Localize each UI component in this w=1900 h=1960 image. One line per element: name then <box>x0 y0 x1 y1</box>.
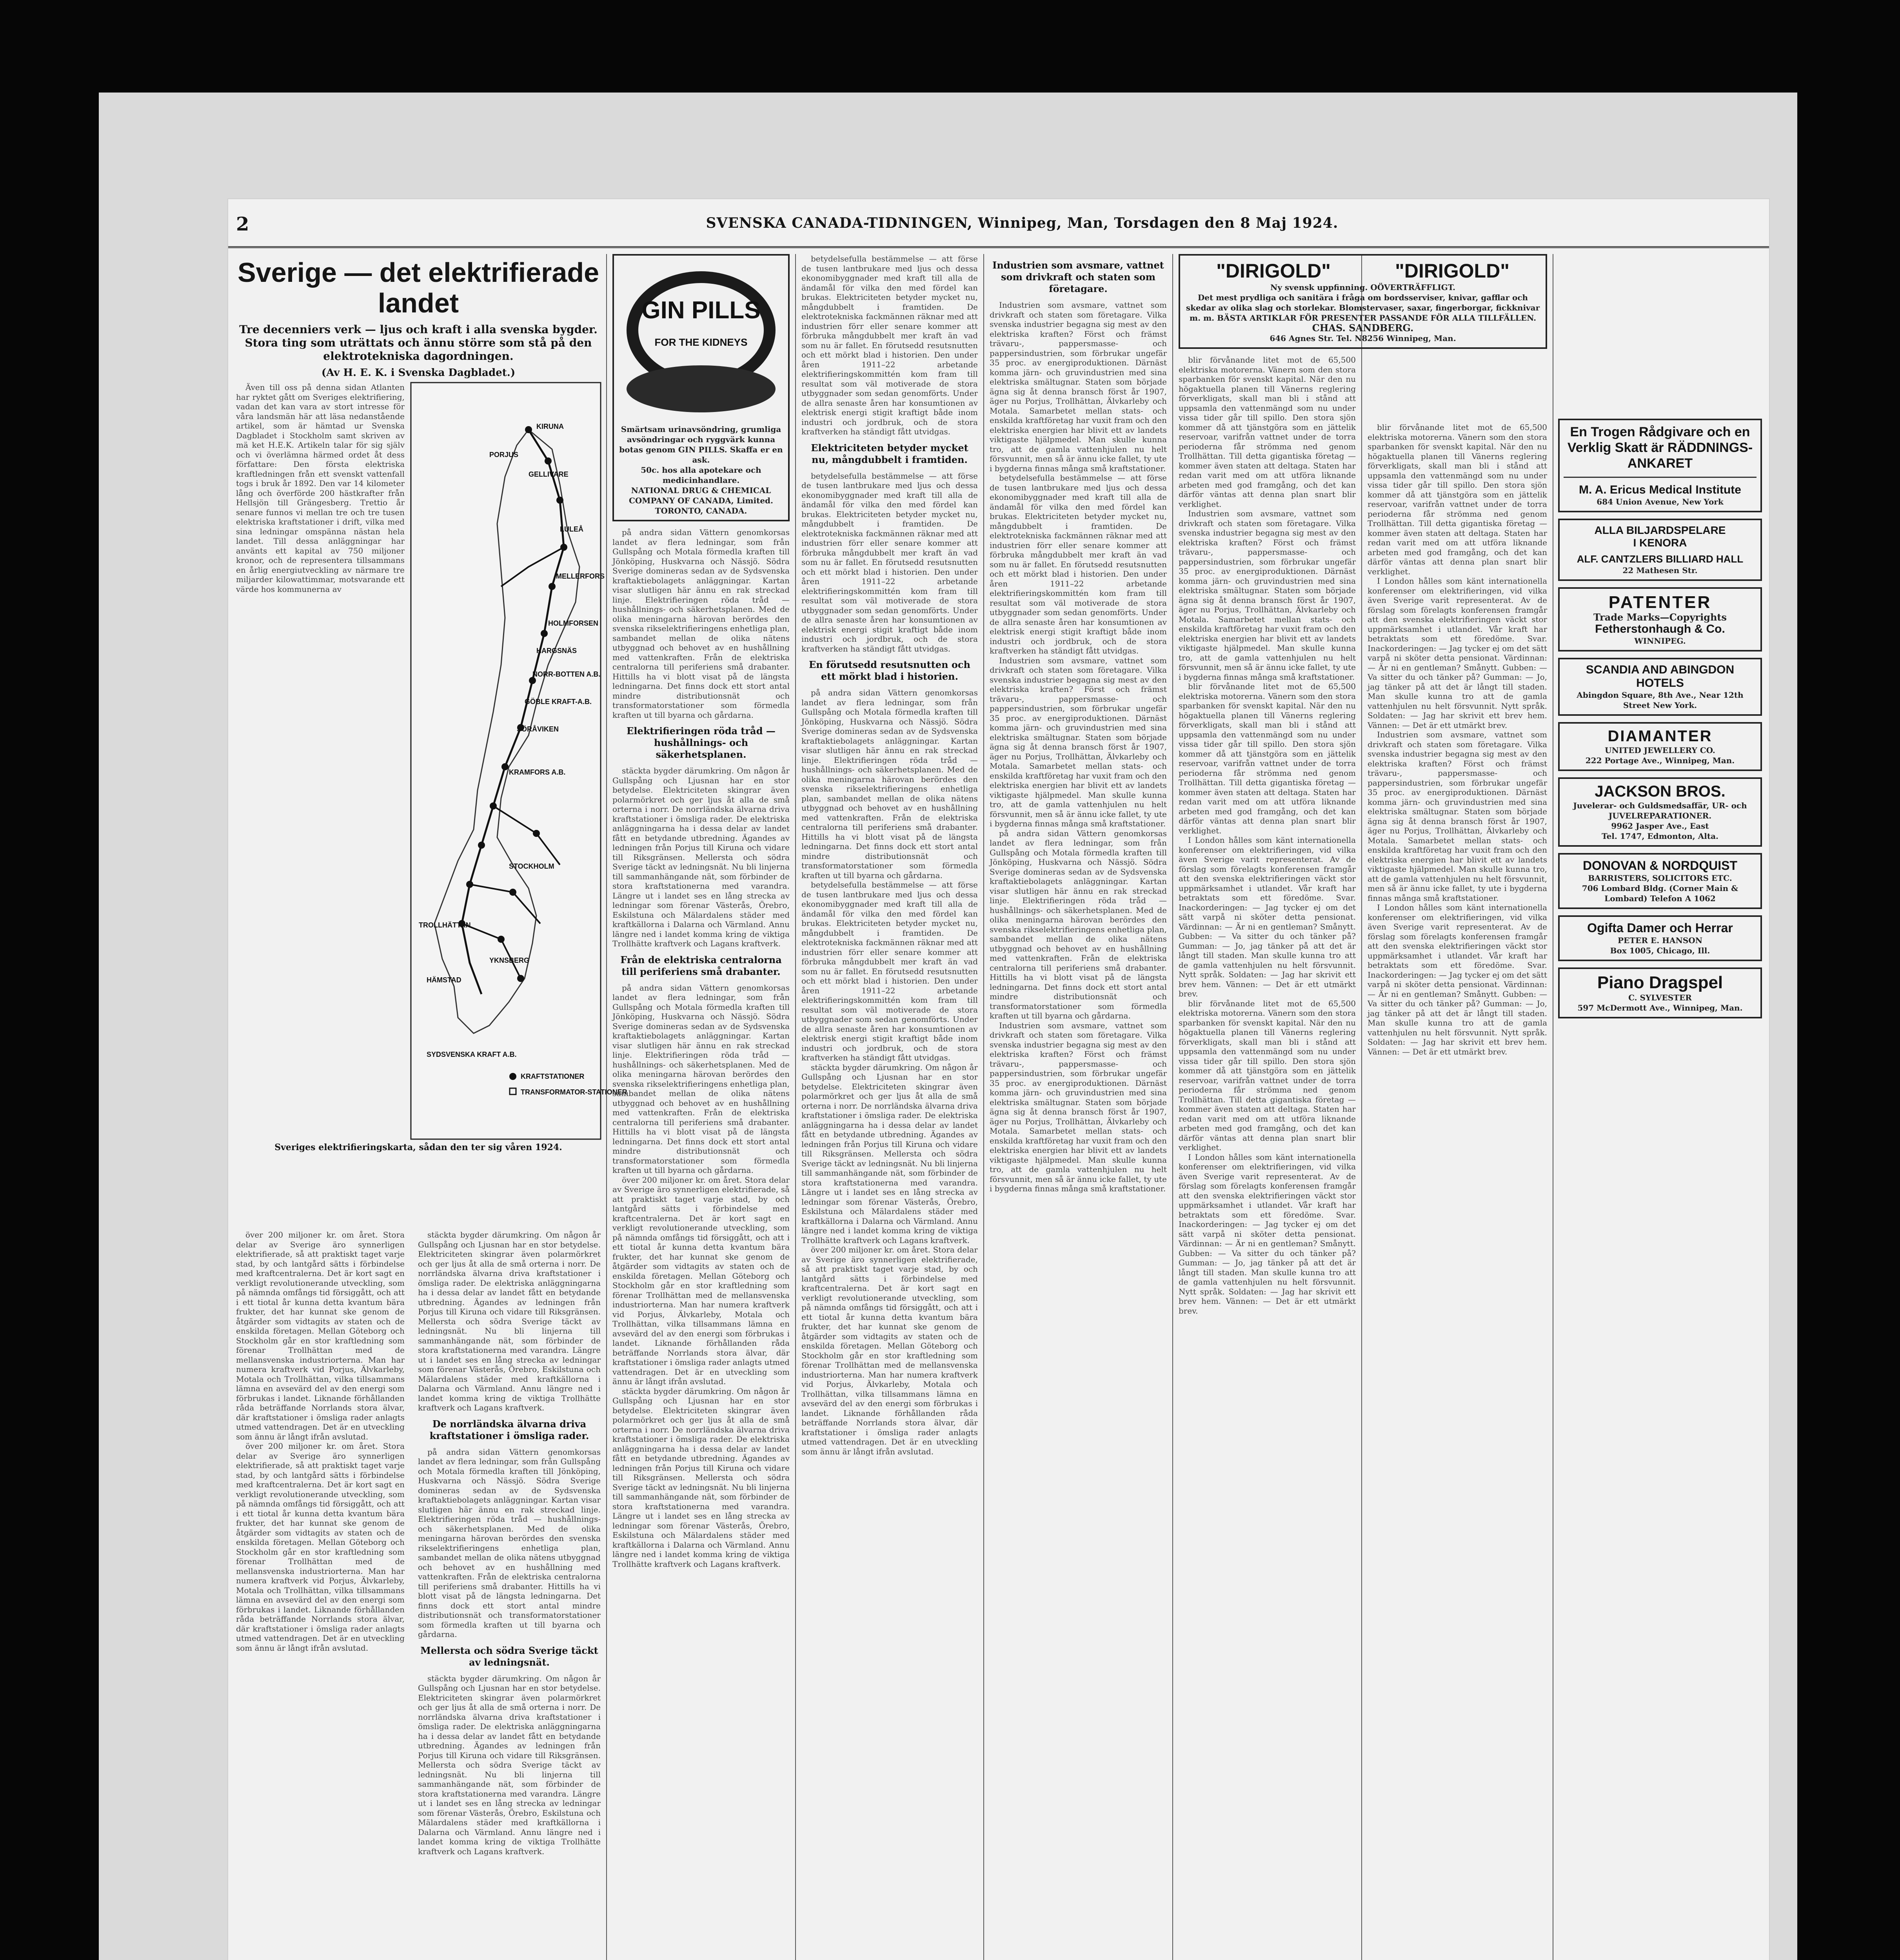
article-text-col8c: Industrien som avsmare, vattnet som drivkraft och staten som företagare. Vilka svenska industrier begagna sig mest av den elektriska kraften? Först och främst trävaru-, pappersmasse- och pappersindustrien, som förbrukar ungefär 35 proc. av energiproduktionen. Därnäst komma järn- och gruvindustrien med sina elektriska smältugnar. Staten som började ägna sig åt denna bransch först år 1907, äger nu Porjus, Trollhättan, Älvkarleby och Motala. Samarbetet mellan stats- och enskilda kraftföretag har vuxit fram och den elektriska energien har blivit ett av landets viktigaste hjälpmedel. Man skulle kunna tro, att de gamla vattenhjulen nu helt försvunnit, men så är ännu icke fallet, ty ute i bygderna finnas många små kraftstationer. <box>1368 730 1547 903</box>
biljard-address: 22 Mathesen Str. <box>1622 566 1698 575</box>
article-col-1-lower <box>236 1230 405 1960</box>
jackson-sub: Juvelerar- och Guldsmedsaffär, UR- och JUVELREPARATIONER. <box>1573 801 1747 820</box>
article-text-col7c: blir förvånande litet mot de 65,500 elektriska motorerna. Vänern som den stora sparbanken för svenskt kapital. När den nu högaktuella planen till Vänerns reglering förverkligats, skall man bli i stånd att uppsamla den vattenmängd som nu under vissa tider går till spillo. Den stora sjön kommer då att tjänstgöra som en jättelik reservoar, varifrån vattnet under de torra perioderna får strömma ned genom Trollhättan. Till detta gigantiska företag — kommer även staten att deltaga. Staten har redan varit med om att utföra liknande arbeten med god framgång, och det kan därför väntas att denna plan snart blir verklighet. <box>1179 682 1356 835</box>
article-text-col6c: Industrien som avsmare, vattnet som drivkraft och staten som företagare. Vilka svenska industrier begagna sig mest av den elektriska kraften? Först och främst trävaru-, pappersmasse- och pappersindustrien, som förbrukar ungefär 35 proc. av energiproduktionen. Därnäst komma järn- och gruvindustrien med sina elektriska smältugnar. Staten som började ägna sig åt denna bransch först år 1907, äger nu Porjus, Trollhättan, Älvkarleby och Motala. Samarbetet mellan stats- och enskilda kraftföretag har vuxit fram och den elektriska energien har blivit ett av landets viktigaste hjälpmedel. Man skulle kunna tro, att de gamla vattenhjulen nu helt försvunnit, men så är ännu icke fallet, ty ute i bygderna finnas många små kraftstationer. <box>990 655 1167 828</box>
article-text-col8b: I London hålles som känt internationella konferenser om elektrifieringen, vid vilka även Sverige varit representerat. Av de förslag som förelagts konferensen framgår att den svenska elektrifieringen väckt stor uppmärksamhet i utlandet. Vår kraft har betraktats som ett föredöme. Svar. Inackorderingen: — Jag tycker ej om det sätt varpå ni sköter detta pensionat. Värdinnan: — Är ni en gentleman? Smånytt. Gubben: — Va sitter du och tänker på? Gumman: — Jo, jag tänker på att det är långt till staden. Man skulle kunna tro att de gamla vattenhjulen nu helt försvunnit. Nytt språk. Soldaten: — Jag har skrivit ett brev hem. Vännen: — Det är ett utmärkt brev. <box>1368 576 1547 730</box>
newspaper-page <box>227 198 1770 1960</box>
article-subhead: De norrländska älvarna driva kraftstationer i ömsliga rader. <box>429 1418 589 1441</box>
map-label: SÖRÅVIKEN <box>517 725 559 733</box>
article-text-col2b: över 200 miljoner kr. om året. Stora delar av Sverige äro synnerligen elektrifierade, så att praktiskt taget varje stad, by och lantgård sätts i förbindelse med kraftcentralerna. Det är kort sagt en verkligt revolutionerande utveckling, som på nämnda omfångs tid försiggått, och att i ett tiotal år kunna detta kvantum bära frukter, det har kunnat ske genom de åtgärder som vidtagits av staten och de enskilda företagen. Mellan Göteborg och Stockholm går en stor kraftledning som förenar Trollhättan med de mellansvenska industriorterna. Man har numera kraftverk vid Porjus, Älvkarleby, Motala och Trollhättan, vilka tillsammans lämna en avsevärd del av den energi som förbrukas i landet. Liknande förhållanden råda beträffande Norrlands stora älvar, där kraftstationer i ömsliga rader anlagts utmed vattendragen. Det är en utveckling som ännu är långt ifrån avslutad. <box>236 1441 405 1653</box>
piano-ad <box>1558 967 1762 1018</box>
piano-address: 597 McDermott Ave., Winnipeg, Man. <box>1577 1003 1743 1013</box>
gin-pills-brand: GIN PILLS <box>641 297 761 324</box>
article-lead <box>236 254 627 1152</box>
piano-headline: Piano Dragspel <box>1597 973 1723 992</box>
map-label: MELLERFORS <box>556 572 605 580</box>
biljard-line-1: ALLA BILJARDSPELARE <box>1594 524 1726 536</box>
map-label: LULEÅ <box>560 525 583 533</box>
sweden-map-figure <box>411 383 627 1139</box>
ogifta-address: Box 1005, Chicago, Ill. <box>1610 946 1710 955</box>
donovan-headline: DONOVAN & NORDQUIST <box>1582 858 1738 873</box>
article-text-col7: blir förvånande litet mot de 65,500 elektriska motorerna. Vänern som den stora sparbanken för svenskt kapital. När den nu högaktuella planen till Vänerns reglering förverkligats, skall man bli i stånd att uppsamla den vattenmängd som nu under vissa tider går till spillo. Den stora sjön kommer då att tjänstgöra som en jättelik reservoar, varifrån vattnet under de torra perioderna får strömma ned genom Trollhättan. Till detta gigantiska företag — kommer även staten att deltaga. Staten har redan varit med om att utföra liknande arbeten med god framgång, och det kan därför väntas att denna plan snart blir verklighet. <box>1179 355 1356 509</box>
ogifta-contact: PETER E. HANSON <box>1617 936 1702 945</box>
donovan-address: 706 Lombard Bldg. (Corner Main & Lombard) Telefon A 1062 <box>1582 884 1738 903</box>
dirigold-body: Det mest prydliga och sanitära i fråga om bordsserviser, knivar, gafflar och skedar av olika slag och storlekar. Blomstervaser, saxar, fingerborgar, fickknivar m. m. BÄSTA ARTIKLAR FÖR PRESENTER PASSANDE FÖR ALLA TILLFÄLLEN. <box>1186 293 1540 323</box>
article-subhead: Mellersta och södra Sverige täckt av ledningsnät. <box>420 1644 598 1668</box>
column-rule <box>606 254 607 1960</box>
biljard-ad <box>1558 519 1762 581</box>
ogifta-headline: Ogifta Damer och Herrar <box>1587 921 1733 935</box>
map-legend-transformers: TRANSFORMATOR-STATIONER <box>521 1088 627 1096</box>
map-label: STOCKHOLM <box>509 862 554 870</box>
column-rule <box>983 254 984 1960</box>
raddning-headline: En Trogen Rådgivare och en Verklig Skatt är RÄDDNINGS-ANKARET <box>1567 425 1753 471</box>
gin-pills-body: Smärtsam urinavsöndring, grumliga avsöndringar och ryggvärk kunna botas genom GIN PILLS. Skaffa er en ask. <box>619 425 783 465</box>
scandia-address: Abingdon Square, 8th Ave., Near 12th Street New York. <box>1577 690 1744 710</box>
map-legend-stations: KRAFTSTATIONER <box>521 1073 585 1080</box>
ogifta-ad <box>1558 915 1762 961</box>
map-label: YKNSBERG <box>489 956 530 964</box>
article-col-2-lower <box>418 1230 601 1960</box>
patenter-sub: Trade Marks—Copyrights <box>1593 612 1727 623</box>
article-text-col3: stäckta bygder därumkring. Om någon år Gullspång och Ljusnan har en stor betydelse. Elektriciteten skingrar även polarmörkret och ger ljus åt alla de små orterna i norr. De norrländska älvarna driva kraftstationer i ömsliga rader. De elektriska anläggningarna ha i dessa delar av landet fått en betydande utbredning. Ägandes av ledningen från Porjus till Kiruna och vidare till Riksgränsen. Mellersta och södra Sverige täckt av ledningsnät. Nu bli linjerna till sammanhängande nät, som förbinder de stora kraftstationerna med varandra. Längre ut i landet ses en lång strecka av ledningar som förenar Västerås, Örebro, Eskilstuna och Mälardalens städer med kraftkällorna i Dalarna och Värmland. Annu längre ned i landet komma kring de viktiga Trollhätte kraftverk och Lagans kraftverk. <box>418 1230 601 1412</box>
article-text-col3c: stäckta bygder därumkring. Om någon år Gullspång och Ljusnan har en stor betydelse. Elektriciteten skingrar även polarmörkret och ger ljus åt alla de små orterna i norr. De norrländska älvarna driva kraftstationer i ömsliga rader. De elektriska anläggningarna ha i dessa delar av landet fått en betydande utbredning. Ägandes av ledningen från Porjus till Kiruna och vidare till Riksgränsen. Mellersta och södra Sverige täckt av ledningsnät. Nu bli linjerna till sammanhängande nät, som förbinder de stora kraftstationerna med varandra. Längre ut i landet ses en lång strecka av ledningar som förenar Västerås, Örebro, Eskilstuna och Mälardalens städer med kraftkällorna i Dalarna och Värmland. Annu längre ned i landet komma kring de viktiga Trollhätte kraftverk och Lagans kraftverk. <box>418 1673 601 1856</box>
dirigold-contact: CHAS. SANDBERG. <box>1312 322 1414 334</box>
article-text-col4e: stäckta bygder därumkring. Om någon år Gullspång och Ljusnan har en stor betydelse. Elektriciteten skingrar även polarmörkret och ger ljus åt alla de små orterna i norr. De norrländska älvarna driva kraftstationer i ömsliga rader. De elektriska anläggningarna ha i dessa delar av landet fått en betydande utbredning. Ägandes av ledningen från Porjus till Kiruna och vidare till Riksgränsen. Mellersta och södra Sverige täckt av ledningsnät. Nu bli linjerna till sammanhängande nät, som förbinder de stora kraftstationerna med varandra. Längre ut i landet ses en lång strecka av ledningar som förenar Västerås, Örebro, Eskilstuna och Mälardalens städer med kraftkällorna i Dalarna och Värmland. Annu längre ned i landet komma kring de viktiga Trollhätte kraftverk och Lagans kraftverk. <box>612 1386 790 1569</box>
gin-pills-company: NATIONAL DRUG & CHEMICAL COMPANY OF CANADA, Limited. TORONTO, CANADA. <box>628 486 774 515</box>
diamanter-address: 222 Portage Ave., Winnipeg, Man. <box>1585 756 1735 765</box>
article-byline: (Av H. E. K. i Svenska Dagbladet.) <box>321 367 516 379</box>
map-label: TROLLHÄTTAN <box>419 921 471 929</box>
diamanter-ad <box>1558 722 1762 771</box>
dirigold-name-left: "DIRIGOLD" <box>1216 260 1331 282</box>
column-7-spacer <box>1368 254 1547 423</box>
column-rule <box>1361 254 1362 1960</box>
raddning-address: 684 Union Avenue, New York <box>1597 497 1724 506</box>
article-subhead: Industrien som avsmare, vattnet som drivkraft och staten som företagare. <box>992 260 1164 294</box>
article-subhead: Från de elektriska centralorna till periferiens små drabanter. <box>620 954 782 977</box>
gin-pills-ad <box>612 254 790 521</box>
article-subhead: En förutsedd resutsnutten och ett mörkt blad i historien. <box>809 659 970 682</box>
scandia-headline: SCANDIA AND ABINGDON HOTELS <box>1586 663 1735 690</box>
patenter-city: WINNIPEG. <box>1634 636 1686 646</box>
piano-contact: C. SYLVESTER <box>1628 993 1692 1002</box>
raddning-institute: M. A. Ericus Medical Institute <box>1579 483 1741 496</box>
biljard-name: ALF. CANTZLERS BILLIARD HALL <box>1577 553 1744 565</box>
map-label: HÄMSTAD <box>427 976 461 984</box>
map-label: KRAMFORS A.B. <box>509 768 566 776</box>
article-text-col5d: betydelsefulla bestämmelse — att förse de tusen lantbrukare med ljus och dessa ekonomibyggnader med kraft till alla de ändamål för vilka den med fördel kan brukas. Elektriciteten betyder mycket nu, mångdubbelt i framtiden. De elektrotekniska fackmännen räknar med att industrien förr eller senare kommer att förbruka mångdubbelt mer kraft än vad som nu är fallet. En förutsedd resutsnutten och ett mörkt blad i historien. Den under åren 1911–22 arbetande elektrifieringskommittén kom fram till resultat som väl motiverade de stora utbyggnader som sedan genomförts. Under de allra senaste åren har konsumtionen av elektrisk energi stigit kraftigt både inom industri och jordbruk, och de stora kraftverken ha ständigt fått utvidgas. <box>801 880 978 1062</box>
article-text-col6e: Industrien som avsmare, vattnet som drivkraft och staten som företagare. Vilka svenska industrier begagna sig mest av den elektriska kraften? Först och främst trävaru-, pappersmasse- och pappersindustrien, som förbrukar ungefär 35 proc. av energiproduktionen. Därnäst komma järn- och gruvindustrien med sina elektriska smältugnar. Staten som började ägna sig åt denna bransch först år 1907, äger nu Porjus, Trollhättan, Älvkarleby och Motala. Samarbetet mellan stats- och enskilda kraftföretag har vuxit fram och den elektriska energien har blivit ett av landets viktigaste hjälpmedel. Man skulle kunna tro, att de gamla vattenhjulen nu helt försvunnit, men så är ännu icke fallet, ty ute i bygderna finnas många små kraftstationer. <box>990 1020 1167 1193</box>
article-text-col8d: I London hålles som känt internationella konferenser om elektrifieringen, vid vilka även Sverige varit representerat. Av de förslag som förelagts konferensen framgår att den svenska elektrifieringen väckt stor uppmärksamhet i utlandet. Vår kraft har betraktats som ett föredöme. Svar. Inackorderingen: — Jag tycker ej om det sätt varpå ni sköter detta pensionat. Värdinnan: — Är ni en gentleman? Smånytt. Gubben: — Va sitter du och tänker på? Gumman: — Jo, jag tänker på att det är långt till staden. Man skulle kunna tro att de gamla vattenhjulen nu helt försvunnit. Nytt språk. Soldaten: — Jag har skrivit ett brev hem. Vännen: — Det är ett utmärkt brev. <box>1368 903 1547 1056</box>
map-label: KIRUNA <box>536 423 564 430</box>
dirigold-name-right: "DIRIGOLD" <box>1395 260 1509 282</box>
article-text-col3b: på andra sidan Vättern genomkorsas landet av flera ledningar, som från Gullspång och Motala förmedla kraften till Jönköping, Huskvarna och Nässjö. Södra Sverige domineras sedan av de Sydsvenska kraftaktiebolagets anläggningar. Kartan visar slutligen här ännu en rak streckad linje. Elektrifieringen röda tråd — hushållnings- och säkerhetsplanen. Med de olika meningarna härovan berördes den svenska rikselektrifieringens enhetliga plan, sambandet mellan de olika nätens utbyggnad och behovet av en hushållning med vattenkraften. Från de elektriska centralorna till periferiens små drabanter. Hittills ha vi blott visat på de längsta ledningarna. Det finns dock ett stort antal mindre distributionsnät och transformatorstationer som förmedla kraften ut till byarna och gårdarna. <box>418 1447 601 1639</box>
column-6 <box>1179 254 1540 1960</box>
patenter-headline: PATENTER <box>1608 593 1712 612</box>
map-caption: Sveriges elektrifieringskarta, sådan den ter sig våren 1924. <box>274 1142 562 1152</box>
article-text-col7f: I London hålles som känt internationella konferenser om elektrifieringen, vid vilka även Sverige varit representerat. Av de förslag som förelagts konferensen framgår att den svenska elektrifieringen väckt stor uppmärksamhet i utlandet. Vår kraft har betraktats som ett föredöme. Svar. Inackorderingen: — Jag tycker ej om det sätt varpå ni sköter detta pensionat. Värdinnan: — Är ni en gentleman? Smånytt. Gubben: — Va sitter du och tänker på? Gumman: — Jo, jag tänker på att det är långt till staden. Man skulle kunna tro att de gamla vattenhjulen nu helt försvunnit. Nytt språk. Soldaten: — Jag har skrivit ett brev hem. Vännen: — Det är ett utmärkt brev. <box>1179 1152 1356 1316</box>
article-text-col6b: betydelsefulla bestämmelse — att förse de tusen lantbrukare med ljus och dessa ekonomibyggnader med kraft till alla de ändamål för vilka den med fördel kan brukas. Elektriciteten betyder mycket nu, mångdubbelt i framtiden. De elektrotekniska fackmännen räknar med att industrien förr eller senare kommer att förbruka mångdubbelt mer kraft än vad som nu är fallet. En förutsedd resutsnutten och ett mörkt blad i historien. Den under åren 1911–22 arbetande elektrifieringskommittén kom fram till resultat som väl motiverade de stora utbyggnader som sedan genomförts. Under de allra senaste åren har konsumtionen av elektrisk energi stigit kraftigt både inom industri och jordbruk, och de stora kraftverken ha ständigt fått utvidgas. <box>990 473 1167 655</box>
ads-column <box>1558 419 1762 1960</box>
patenter-firm: Fetherstonhaugh & Co. <box>1595 622 1725 635</box>
column-rule <box>795 254 796 1960</box>
column-5 <box>990 254 1167 1960</box>
map-label: GELLIVARE <box>529 470 569 478</box>
article-text-col4c: på andra sidan Vättern genomkorsas landet av flera ledningar, som från Gullspång och Motala förmedla kraften till Jönköping, Huskvarna och Nässjö. Södra Sverige domineras sedan av de Sydsvenska kraftaktiebolagets anläggningar. Kartan visar slutligen här ännu en rak streckad linje. Elektrifieringen röda tråd — hushållnings- och säkerhetsplanen. Med de olika meningarna härovan berördes den svenska rikselektrifieringens enhetliga plan, sambandet mellan de olika nätens utbyggnad och behovet av en hushållning med vattenkraften. Från de elektriska centralorna till periferiens små drabanter. Hittills ha vi blott visat på de längsta ledningarna. Det finns dock ett stort antal mindre distributionsnät och transformatorstationer som förmedla kraften ut till byarna och gårdarna. <box>612 983 790 1175</box>
article-text-col7b: Industrien som avsmare, vattnet som drivkraft och staten som företagare. Vilka svenska industrier begagna sig mest av den elektriska kraften? Först och främst trävaru-, pappersmasse- och pappersindustrien, som förbrukar ungefär 35 proc. av energiproduktionen. Därnäst komma järn- och gruvindustrien med sina elektriska smältugnar. Staten som började ägna sig åt denna bransch först år 1907, äger nu Porjus, Trollhättan, Älvkarleby och Motala. Samarbetet mellan stats- och enskilda kraftföretag har vuxit fram och den elektriska energien har blivit ett av landets viktigaste hjälpmedel. Man skulle kunna tro, att de gamla vattenhjulen nu helt försvunnit, men så är ännu icke fallet, ty ute i bygderna finnas många små kraftstationer. <box>1179 509 1356 682</box>
article-text-col7d: I London hålles som känt internationella konferenser om elektrifieringen, vid vilka även Sverige varit representerat. Av de förslag som förelagts konferensen framgår att den svenska elektrifieringen väckt stor uppmärksamhet i utlandet. Vår kraft har betraktats som ett föredöme. Svar. Inackorderingen: — Jag tycker ej om det sätt varpå ni sköter detta pensionat. Värdinnan: — Är ni en gentleman? Smånytt. Gubben: — Va sitter du och tänker på? Gumman: — Jo, jag tänker på att det är långt till staden. Man skulle kunna tro att de gamla vattenhjulen nu helt försvunnit. Nytt språk. Soldaten: — Jag har skrivit ett brev hem. Vännen: — Det är ett utmärkt brev. <box>1179 835 1356 998</box>
map-label: SYDSVENSKA KRAFT A.B. <box>427 1051 517 1058</box>
article-text-col5e: stäckta bygder därumkring. Om någon år Gullspång och Ljusnan har en stor betydelse. Elektriciteten skingrar även polarmörkret och ger ljus åt alla de små orterna i norr. De norrländska älvarna driva kraftstationer i ömsliga rader. De elektriska anläggningarna ha i dessa delar av landet fått en betydande utbredning. Ägandes av ledningen från Porjus till Kiruna och vidare till Riksgränsen. Mellersta och södra Sverige täckt av ledningsnät. Nu bli linjerna till sammanhängande nät, som förbinder de stora kraftstationerna med varandra. Längre ut i landet ses en lång strecka av ledningar som förenar Västerås, Örebro, Eskilstuna och Mälardalens städer med kraftkällorna i Dalarna och Värmland. Annu längre ned i landet komma kring de viktiga Trollhätte kraftverk och Lagans kraftverk. <box>801 1062 978 1245</box>
biljard-line-2: I KENORA <box>1633 537 1687 549</box>
column-rule <box>1172 254 1173 1960</box>
article-text-col4d: över 200 miljoner kr. om året. Stora delar av Sverige äro synnerligen elektrifierade, så att praktiskt taget varje stad, by och lantgård sätts i förbindelse med kraftcentralerna. Det är kort sagt en verkligt revolutionerande utveckling, som på nämnda omfångs tid försiggått, och att i ett tiotal år kunna detta kvantum bära frukter, det har kunnat ske genom de åtgärder som vidtagits av staten och de enskilda företagen. Mellan Göteborg och Stockholm går en stor kraftledning som förenar Trollhättan med de mellansvenska industriorterna. Man har numera kraftverk vid Porjus, Älvkarleby, Motala och Trollhättan, vilka tillsammans lämna en avsevärd del av den energi som förbrukas i landet. Liknande förhållanden råda beträffande Norrlands stora älvar, där kraftstationer i ömsliga rader anlagts utmed vattendragen. Det är en utveckling som ännu är långt ifrån avslutad. <box>612 1175 790 1386</box>
gin-pills-price: 50c. hos alla apotekare och medicinhandlare. <box>641 465 761 485</box>
article-text-col6: Industrien som avsmare, vattnet som drivkraft och staten som företagare. Vilka svenska industrier begagna sig mest av den elektriska kraften? Först och främst trävaru-, pappersmasse- och pappersindustrien, som förbrukar ungefär 35 proc. av energiproduktionen. Därnäst komma järn- och gruvindustrien med sina elektriska smältugnar. Staten som började ägna sig åt denna bransch först år 1907, äger nu Porjus, Trollhättan, Älvkarleby och Motala. Samarbetet mellan stats- och enskilda kraftföretag har vuxit fram och den elektriska energien har blivit ett av landets viktigaste hjälpmedel. Man skulle kunna tro, att de gamla vattenhjulen nu helt försvunnit, men så är ännu icke fallet, ty ute i bygderna finnas många små kraftstationer. <box>990 300 1167 473</box>
diamanter-company: UNITED JEWELLERY CO. <box>1605 746 1715 755</box>
article-subhead: Elektriciteten betyder mycket nu, mångdubbelt i framtiden. <box>811 442 968 465</box>
article-text-col5c: på andra sidan Vättern genomkorsas landet av flera ledningar, som från Gullspång och Motala förmedla kraften till Jönköping, Huskvarna och Nässjö. Södra Sverige domineras sedan av de Sydsvenska kraftaktiebolagets anläggningar. Kartan visar slutligen här ännu en rak streckad linje. Elektrifieringen röda tråd — hushållnings- och säkerhetsplanen. Med de olika meningarna härovan berördes den svenska rikselektrifieringens enhetliga plan, sambandet mellan de olika nätens utbyggnad och behovet av en hushållning med vattenkraften. Från de elektriska centralorna till periferiens små drabanter. Hittills ha vi blott visat på de längsta ledningarna. Det finns dock ett stort antal mindre distributionsnät och transformatorstationer som förmedla kraften ut till byarna och gårdarna. <box>801 688 978 880</box>
masthead <box>228 199 1769 248</box>
column-4 <box>801 254 978 1960</box>
raddning-ad <box>1558 419 1762 512</box>
donovan-ad <box>1558 853 1762 909</box>
article-text-col4: på andra sidan Vättern genomkorsas landet av flera ledningar, som från Gullspång och Motala förmedla kraften till Jönköping, Huskvarna och Nässjö. Södra Sverige domineras sedan av de Sydsvenska kraftaktiebolagets anläggningar. Kartan visar slutligen här ännu en rak streckad linje. Elektrifieringen röda tråd — hushållnings- och säkerhetsplanen. Med de olika meningarna härovan berördes den svenska rikselektrifieringens enhetliga plan, sambandet mellan de olika nätens utbyggnad och behovet av en hushållning med vattenkraften. Från de elektriska centralorna till periferiens små drabanter. Hittills ha vi blott visat på de längsta ledningarna. Det finns dock ett stort antal mindre distributionsnät och transformatorstationer som förmedla kraften ut till byarna och gårdarna. <box>612 528 790 720</box>
article-deck: Tre decenniers verk — ljus och kraft i alla svenska bygder. Stora ting som uträttats och ännu större som stå på den elektrotekniska dagordningen. <box>239 323 598 363</box>
column-7 <box>1368 254 1547 1960</box>
article-text-col7e: blir förvånande litet mot de 65,500 elektriska motorerna. Vänern som den stora sparbanken för svenskt kapital. När den nu högaktuella planen till Vänerns reglering förverkligats, skall man bli i stånd att uppsamla den vattenmängd som nu under vissa tider går till spillo. Den stora sjön kommer då att tjänstgöra som en jättelik reservoar, varifrån vattnet under de torra perioderna får strömma ned genom Trollhättan. Till detta gigantiska företag — kommer även staten att deltaga. Staten har redan varit med om att utföra liknande arbeten med god framgång, och det kan därför väntas att denna plan snart blir verklighet. <box>1179 998 1356 1152</box>
article-text-col5f: över 200 miljoner kr. om året. Stora delar av Sverige äro synnerligen elektrifierade, så att praktiskt taget varje stad, by och lantgård sätts i förbindelse med kraftcentralerna. Det är kort sagt en verkligt revolutionerande utveckling, som på nämnda omfångs tid försiggått, och att i ett tiotal år kunna detta kvantum bära frukter, det har kunnat ske genom de åtgärder som vidtagits av staten och de enskilda företagen. Mellan Göteborg och Stockholm går en stor kraftledning som förenar Trollhättan med de mellansvenska industriorterna. Man har numera kraftverk vid Porjus, Älvkarleby, Motala och Trollhättan, vilka tillsammans lämna en avsevärd del av den energi som förbrukas i landet. Liknande förhållanden råda beträffande Norrlands stora älvar, där kraftstationer i ömsliga rader anlagts utmed vattendragen. Det är en utveckling som ännu är långt ifrån avslutad. <box>801 1245 978 1456</box>
map-label: NORR-BOTTEN A.B. <box>532 670 601 678</box>
donovan-sub: BARRISTERS, SOLICITORS ETC. <box>1588 873 1732 883</box>
gin-pills-box-image <box>618 260 784 424</box>
article-headline: Sverige — det elektrifierade landet <box>237 257 599 318</box>
patenter-ad <box>1558 587 1762 652</box>
map-label: PORJUS <box>489 451 519 459</box>
dirigold-tag: Ny svensk uppfinning. OÖVERTRÄFFLIGT. <box>1270 283 1455 292</box>
diamanter-headline: DIAMANTER <box>1608 728 1713 745</box>
dirigold-address: 646 Agnes Str. Tel. N8256 Winnipeg, Man. <box>1270 334 1456 343</box>
article-text-col1: Även till oss på denna sidan Atlanten har ryktet gått om Sveriges elektrifiering, vadan det kan vara av stort intresse för våra landsmän här att läsa nedanstående artikel, som är hämtad ur Svenska Dagbladet i Stockholm samt skriven av mä ket H.E.K. Artikeln talar för sig själv och vi överlämna härmed ordet åt dess författare: Den första elektriska kraftledningen från ett svenskt vattenfall togs i bruk år 1892. Den var 14 kilometer lång och överförde 200 hästkrafter från Hellsjön till Grängesberg. Trettio år senare funnos vi mellan tre och tre tusen elektriska kraftstationer i drift, vilka med sina ledningar omspänna nästan hela landet. Till dessa anläggningar har använts ett kapital av 750 miljoner kronor, och de representera tillsammans en årlig energiutveckling av närmare tre miljarder kilowattimmar, motsvarande ett värde hos kommunerna av <box>236 383 405 594</box>
article-subhead: Elektrifieringen röda tråd — hushållnings- och säkerhetsplanen. <box>627 725 776 760</box>
article-text-col5b: betydelsefulla bestämmelse — att förse de tusen lantbrukare med ljus och dessa ekonomibyggnader med kraft till alla de ändamål för vilka den med fördel kan brukas. Elektriciteten betyder mycket nu, mångdubbelt i framtiden. De elektrotekniska fackmännen räknar med att industrien förr eller senare kommer att förbruka mångdubbelt mer kraft än vad som nu är fallet. En förutsedd resutsnutten och ett mörkt blad i historien. Den under åren 1911–22 arbetande elektrifieringskommittén kom fram till resultat som väl motiverade de stora utbyggnader som sedan genomförts. Under de allra senaste åren har konsumtionen av elektrisk energi stigit kraftigt både inom industri och jordbruk, och de stora kraftverken ha ständigt fått utvidgas. <box>801 471 978 653</box>
article-text-col5: betydelsefulla bestämmelse — att förse de tusen lantbrukare med ljus och dessa ekonomibyggnader med kraft till alla de ändamål för vilka den med fördel kan brukas. Elektriciteten betyder mycket nu, mångdubbelt i framtiden. De elektrotekniska fackmännen räknar med att industrien förr eller senare kommer att förbruka mångdubbelt mer kraft än vad som nu är fallet. En förutsedd resutsnutten och ett mörkt blad i historien. Den under åren 1911–22 arbetande elektrifieringskommittén kom fram till resultat som väl motiverade de stora utbyggnader som sedan genomförts. Under de allra senaste åren har konsumtionen av elektrisk energi stigit kraftigt både inom industri och jordbruk, och de stora kraftverken ha ständigt fått utvidgas. <box>801 254 978 436</box>
jackson-headline: JACKSON BROS. <box>1595 783 1726 800</box>
map-label: HARGSNÄS <box>536 647 577 655</box>
map-label: GÖBLE KRAFT-A.B. <box>525 698 592 706</box>
article-text-col8: blir förvånande litet mot de 65,500 elektriska motorerna. Vänern som den stora sparbanken för svenskt kapital. När den nu högaktuella planen till Vänerns reglering förverkligats, skall man bli i stånd att uppsamla den vattenmängd som nu under vissa tider går till spillo. Den stora sjön kommer då att tjänstgöra som en jättelik reservoar, varifrån vattnet under de torra perioderna får strömma ned genom Trollhättan. Till detta gigantiska företag — kommer även staten att deltaga. Staten har redan varit med om att utföra liknande arbeten med god framgång, och det kan därför väntas att denna plan snart blir verklighet. <box>1368 423 1547 576</box>
article-text-col2: över 200 miljoner kr. om året. Stora delar av Sverige äro synnerligen elektrifierade, så att praktiskt taget varje stad, by och lantgård sätts i förbindelse med kraftcentralerna. Det är kort sagt en verkligt revolutionerande utveckling, som på nämnda omfångs tid försiggått, och att i ett tiotal år kunna detta kvantum bära frukter, det har kunnat ske genom de åtgärder som vidtagits av staten och de enskilda företagen. Mellan Göteborg och Stockholm går en stor kraftledning som förenar Trollhättan med de mellansvenska industriorterna. Man har numera kraftverk vid Porjus, Älvkarleby, Motala och Trollhättan, vilka tillsammans lämna en avsevärd del av den energi som förbrukas i landet. Liknande förhållanden råda beträffande Norrlands stora älvar, där kraftstationer i ömsliga rader anlagts utmed vattendragen. Det är en utveckling som ännu är långt ifrån avslutad. <box>236 1230 405 1441</box>
jackson-ad <box>1558 777 1762 847</box>
article-text-col4b: stäckta bygder därumkring. Om någon år Gullspång och Ljusnan har en stor betydelse. Elektriciteten skingrar även polarmörkret och ger ljus åt alla de små orterna i norr. De norrländska älvarna driva kraftstationer i ömsliga rader. De elektriska anläggningarna ha i dessa delar av landet fått en betydande utbredning. Ägandes av ledningen från Porjus till Kiruna och vidare till Riksgränsen. Mellersta och södra Sverige täckt av ledningsnät. Nu bli linjerna till sammanhängande nät, som förbinder de stora kraftstationerna med varandra. Längre ut i landet ses en lång strecka av ledningar som förenar Västerås, Örebro, Eskilstuna och Mälardalens städer med kraftkällorna i Dalarna och Värmland. Annu längre ned i landet komma kring de viktiga Trollhätte kraftverk och Lagans kraftverk. <box>612 766 790 948</box>
column-3 <box>612 254 790 1960</box>
gin-pills-tagline: FOR THE KIDNEYS <box>654 336 748 348</box>
map-label: HOLMFORSEN <box>548 619 598 627</box>
jackson-address: 9962 Jasper Ave., East <box>1611 821 1709 831</box>
jackson-phone: Tel. 1747, Edmonton, Alta. <box>1601 831 1719 841</box>
page-number: 2 <box>236 213 249 235</box>
masthead-title: SVENSKA CANADA-TIDNINGEN, Winnipeg, Man, Torsdagen den 8 Maj 1924. <box>706 215 1339 231</box>
article-text-col6d: på andra sidan Vättern genomkorsas landet av flera ledningar, som från Gullspång och Motala förmedla kraften till Jönköping, Huskvarna och Nässjö. Södra Sverige domineras sedan av de Sydsvenska kraftaktiebolagets anläggningar. Kartan visar slutligen här ännu en rak streckad linje. Elektrifieringen röda tråd — hushållnings- och säkerhetsplanen. Med de olika meningarna härovan berördes den svenska rikselektrifieringens enhetliga plan, sambandet mellan de olika nätens utbyggnad och behovet av en hushållning med vattenkraften. Från de elektriska centralorna till periferiens små drabanter. Hittills ha vi blott visat på de längsta ledningarna. Det finns dock ett stort antal mindre distributionsnät och transformatorstationer som förmedla kraften ut till byarna och gårdarna. <box>990 828 1167 1020</box>
scandia-ad <box>1558 658 1762 716</box>
electrification-map <box>411 383 627 1139</box>
